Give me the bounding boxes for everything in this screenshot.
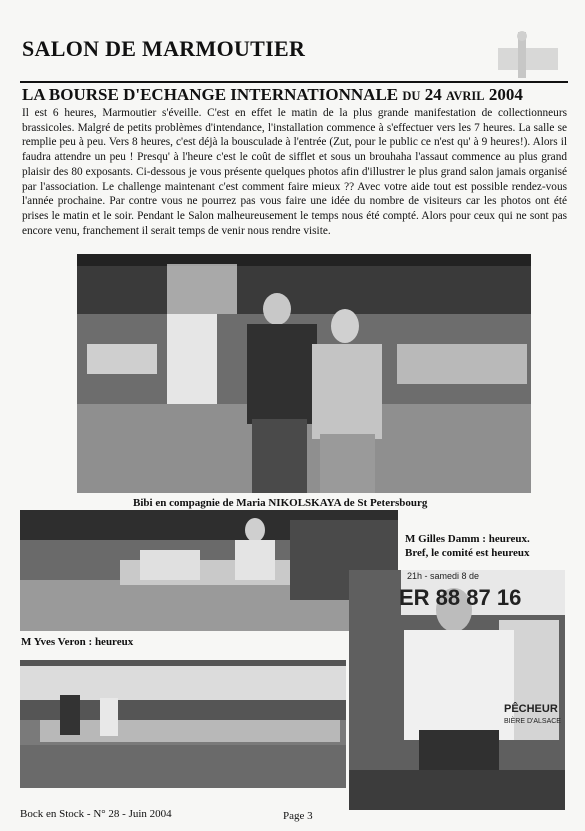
- damm-caption-line1: M Gilles Damm : heureux.: [405, 533, 530, 545]
- poster-text-line1: PÊCHEUR: [504, 703, 558, 715]
- damm-photo: [349, 570, 565, 810]
- hall-photo: [20, 660, 346, 788]
- article-body: Il est 6 heures, Marmoutier s'éveille. C'est en effet le matin de la plus grande manifestation de collectionneurs brassicoles. Malgré de petits problèmes d'intendance, l'installation commence à s'effectuer vers les 7 heures. La salle se remplie peu à peu. Vers 8 heures, c'est déjà la bousculade à l'entrée (Zut, pour le public ce n'est qu' à 9 heures!). Alors il faudra attendre un peu ! Presqu' à l'heure c'est le coût de sifflet et sous un brouhaha l'assaut commence au plus grand plaisir des 80 exposants. Ci-dessous je vous présente quelques photos afin d'illustrer le plus grand salon jamais organisé par l'association. Le challenge maintenant c'est comment faire mieux ?? Avec votre aide tout est possible rendez-vous l'année prochaine. Par contre vous ne pourrez pas vous faire une idée du nombre de visiteurs car les photos ont été prises le matin et le soir. Pendant le Salon malheureusement le temps nous été compté. Alors pour ceux qui ne sont pas encore venu, franchement il serait temps de venir nous rendre visite.: [22, 107, 567, 237]
- page-number: Page 3: [283, 810, 313, 822]
- main-photo: [77, 254, 531, 493]
- article-title-year: 2004: [488, 85, 523, 104]
- veron-caption: M Yves Veron : heureux: [21, 636, 134, 648]
- page-title: SALON DE MARMOUTIER: [22, 36, 306, 61]
- article-title-month: AVRIL: [445, 89, 485, 103]
- poster-text-line2: BIÈRE D'ALSACE: [504, 718, 561, 725]
- main-photo-caption: Bibi en compagnie de Maria NIKOLSKAYA de St Petersbourg: [133, 497, 428, 509]
- banner-text-line1: 21h - samedi 8 de: [407, 571, 480, 581]
- article-title-date-prefix: DU: [402, 89, 421, 103]
- article-title-main: LA BOURSE D'ECHANGE INTERNATIONNALE: [22, 85, 399, 104]
- footer-issue-info: Bock en Stock - N° 28 - Juin 2004: [20, 808, 172, 820]
- header-divider: [20, 81, 568, 83]
- damm-caption-line2: Bref, le comité est heureux: [405, 547, 530, 559]
- bar-photo: [20, 510, 398, 631]
- article-title: [22, 85, 523, 105]
- damm-caption: [405, 532, 565, 560]
- corner-logo-icon: [490, 30, 565, 82]
- banner-text-line2: ER 88 87 16: [399, 585, 522, 610]
- article-title-day: 24: [424, 85, 442, 104]
